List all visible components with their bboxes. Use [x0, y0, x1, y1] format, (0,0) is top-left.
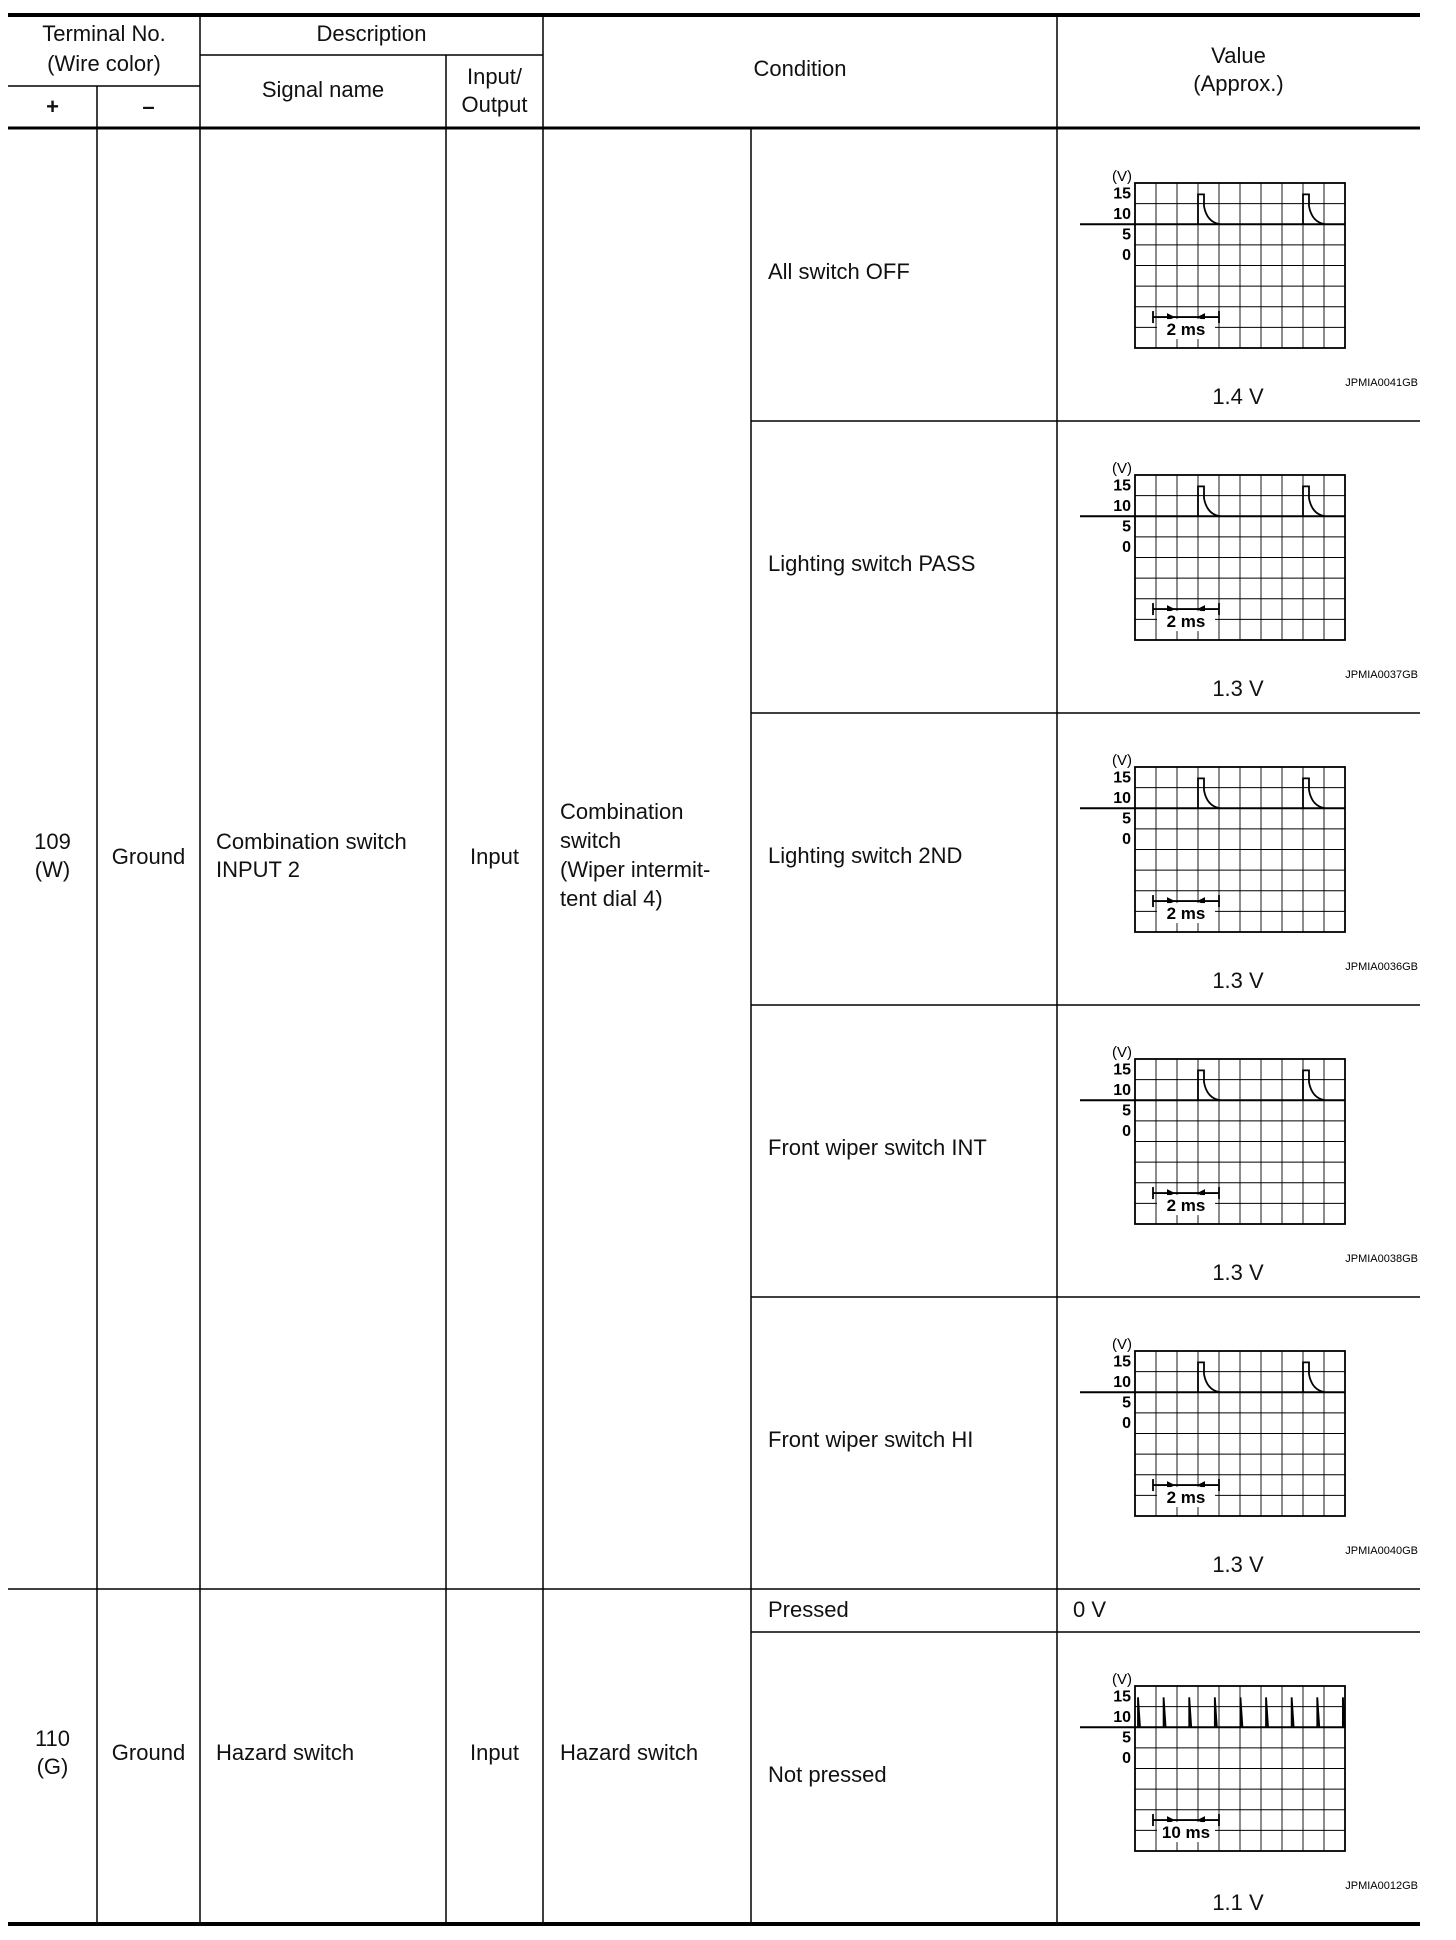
figure-code: JPMIA0037GB — [1345, 669, 1418, 681]
scope-tick-label: 5 — [1122, 810, 1131, 828]
oscilloscope-waveform — [1080, 1041, 1420, 1271]
condition-main: Hazard switch — [560, 1740, 699, 1765]
value-text: 1.3 V — [1212, 676, 1264, 701]
scope-tick-label: 5 — [1122, 1394, 1131, 1412]
scope-tick-label: 10 — [1113, 1708, 1131, 1726]
scope-plot — [1080, 457, 1420, 687]
scope-unit-label: (V) — [1112, 1044, 1132, 1061]
oscilloscope-waveform — [1080, 165, 1420, 395]
condition-main: Combination — [560, 799, 684, 824]
scope-tick-label: 15 — [1113, 185, 1131, 203]
wire-color: (G) — [36, 1754, 69, 1779]
scope-tick-label: 0 — [1122, 247, 1131, 265]
condition-main-line-4: tent dial 4) — [560, 886, 663, 911]
header-wire-color: (Wire color) — [47, 51, 161, 76]
scope-plot — [1080, 1333, 1420, 1563]
header-condition: Condition — [753, 56, 847, 81]
scope-tick-label: 0 — [1122, 831, 1131, 849]
scope-tick-label: 15 — [1113, 1353, 1131, 1371]
io-type: Input — [470, 1740, 519, 1765]
oscilloscope-waveform — [1080, 1333, 1420, 1563]
header-plus: + — [46, 94, 59, 119]
header-terminal-no: Terminal No. — [42, 21, 166, 46]
scope-tick-label: 15 — [1113, 769, 1131, 787]
scope-tick-label: 10 — [1113, 497, 1131, 515]
signal-name: Combination switch — [216, 829, 407, 854]
scope-plot — [1080, 1041, 1420, 1271]
header-io-2: Output — [461, 92, 528, 117]
sub-condition: All switch OFF — [768, 259, 910, 284]
scope-tick-label: 5 — [1122, 226, 1131, 244]
figure-code: JPMIA0012GB — [1345, 1880, 1418, 1892]
scope-tick-label: 10 — [1113, 205, 1131, 223]
scope-tick-label: 0 — [1122, 1750, 1131, 1768]
header-signal-name: Signal name — [261, 77, 385, 102]
scope-unit-label: (V) — [1112, 1336, 1132, 1353]
condition-main-line-3: (Wiper intermit- — [560, 857, 711, 882]
figure-code: JPMIA0038GB — [1345, 1253, 1418, 1265]
terminal-plus: 110 — [34, 1726, 71, 1751]
wire-color: (W) — [34, 857, 71, 882]
oscilloscope-waveform — [1080, 1668, 1420, 1898]
scope-tick-label: 0 — [1122, 539, 1131, 557]
header-minus: – — [142, 94, 155, 119]
header-io-1: Input/ — [466, 64, 523, 89]
value-text: 0 V — [1073, 1597, 1107, 1622]
sub-condition: Not pressed — [768, 1762, 887, 1787]
scope-tick-label: 5 — [1122, 1729, 1131, 1747]
header-value: Value — [1211, 43, 1266, 68]
signal-name-line-2: INPUT 2 — [216, 857, 300, 882]
sub-condition: Front wiper switch HI — [768, 1427, 974, 1452]
terminal-minus: Ground — [111, 844, 186, 869]
scope-tick-label: 15 — [1113, 1688, 1131, 1706]
value-text: 1.3 V — [1212, 1260, 1264, 1285]
scope-unit-label: (V) — [1112, 752, 1132, 769]
sub-condition: Lighting switch 2ND — [768, 843, 963, 868]
scope-plot — [1080, 749, 1420, 979]
scope-tick-label: 15 — [1113, 1061, 1131, 1079]
figure-code: JPMIA0041GB — [1345, 377, 1418, 389]
sub-condition: Front wiper switch INT — [768, 1135, 987, 1160]
oscilloscope-waveform — [1080, 457, 1420, 687]
header-description: Description — [316, 21, 427, 46]
scope-tick-label: 5 — [1122, 1102, 1131, 1120]
value-text: 1.1 V — [1212, 1890, 1264, 1915]
condition-main-line-2: switch — [560, 828, 622, 853]
scope-plot — [1080, 1668, 1420, 1898]
scope-time-label: 2 ms — [1166, 612, 1206, 632]
scope-tick-label: 10 — [1113, 789, 1131, 807]
io-type: Input — [470, 844, 519, 869]
scope-time-label: 2 ms — [1166, 1196, 1206, 1216]
scope-unit-label: (V) — [1112, 1671, 1132, 1688]
scope-time-label: 2 ms — [1166, 320, 1206, 340]
scope-time-label: 2 ms — [1166, 1488, 1206, 1508]
oscilloscope-waveform — [1080, 749, 1420, 979]
scope-tick-label: 5 — [1122, 518, 1131, 536]
value-text: 1.3 V — [1212, 1552, 1264, 1577]
scope-time-label: 2 ms — [1166, 904, 1206, 924]
terminal-plus: 109 — [34, 829, 71, 854]
figure-code: JPMIA0036GB — [1345, 961, 1418, 973]
header-approx: (Approx.) — [1193, 71, 1284, 96]
scope-unit-label: (V) — [1112, 460, 1132, 477]
scope-tick-label: 10 — [1113, 1373, 1131, 1391]
sub-condition: Pressed — [768, 1597, 849, 1622]
scope-time-label: 10 ms — [1161, 1823, 1211, 1843]
scope-tick-label: 15 — [1113, 477, 1131, 495]
scope-plot — [1080, 165, 1420, 395]
scope-unit-label: (V) — [1112, 168, 1132, 185]
scope-tick-label: 0 — [1122, 1415, 1131, 1433]
scope-tick-label: 0 — [1122, 1123, 1131, 1141]
sub-condition: Lighting switch PASS — [768, 551, 976, 576]
signal-name: Hazard switch — [216, 1740, 355, 1765]
scope-tick-label: 10 — [1113, 1081, 1131, 1099]
figure-code: JPMIA0040GB — [1345, 1545, 1418, 1557]
terminal-minus: Ground — [111, 1740, 186, 1765]
value-text: 1.3 V — [1212, 968, 1264, 993]
value-text: 1.4 V — [1212, 384, 1264, 409]
